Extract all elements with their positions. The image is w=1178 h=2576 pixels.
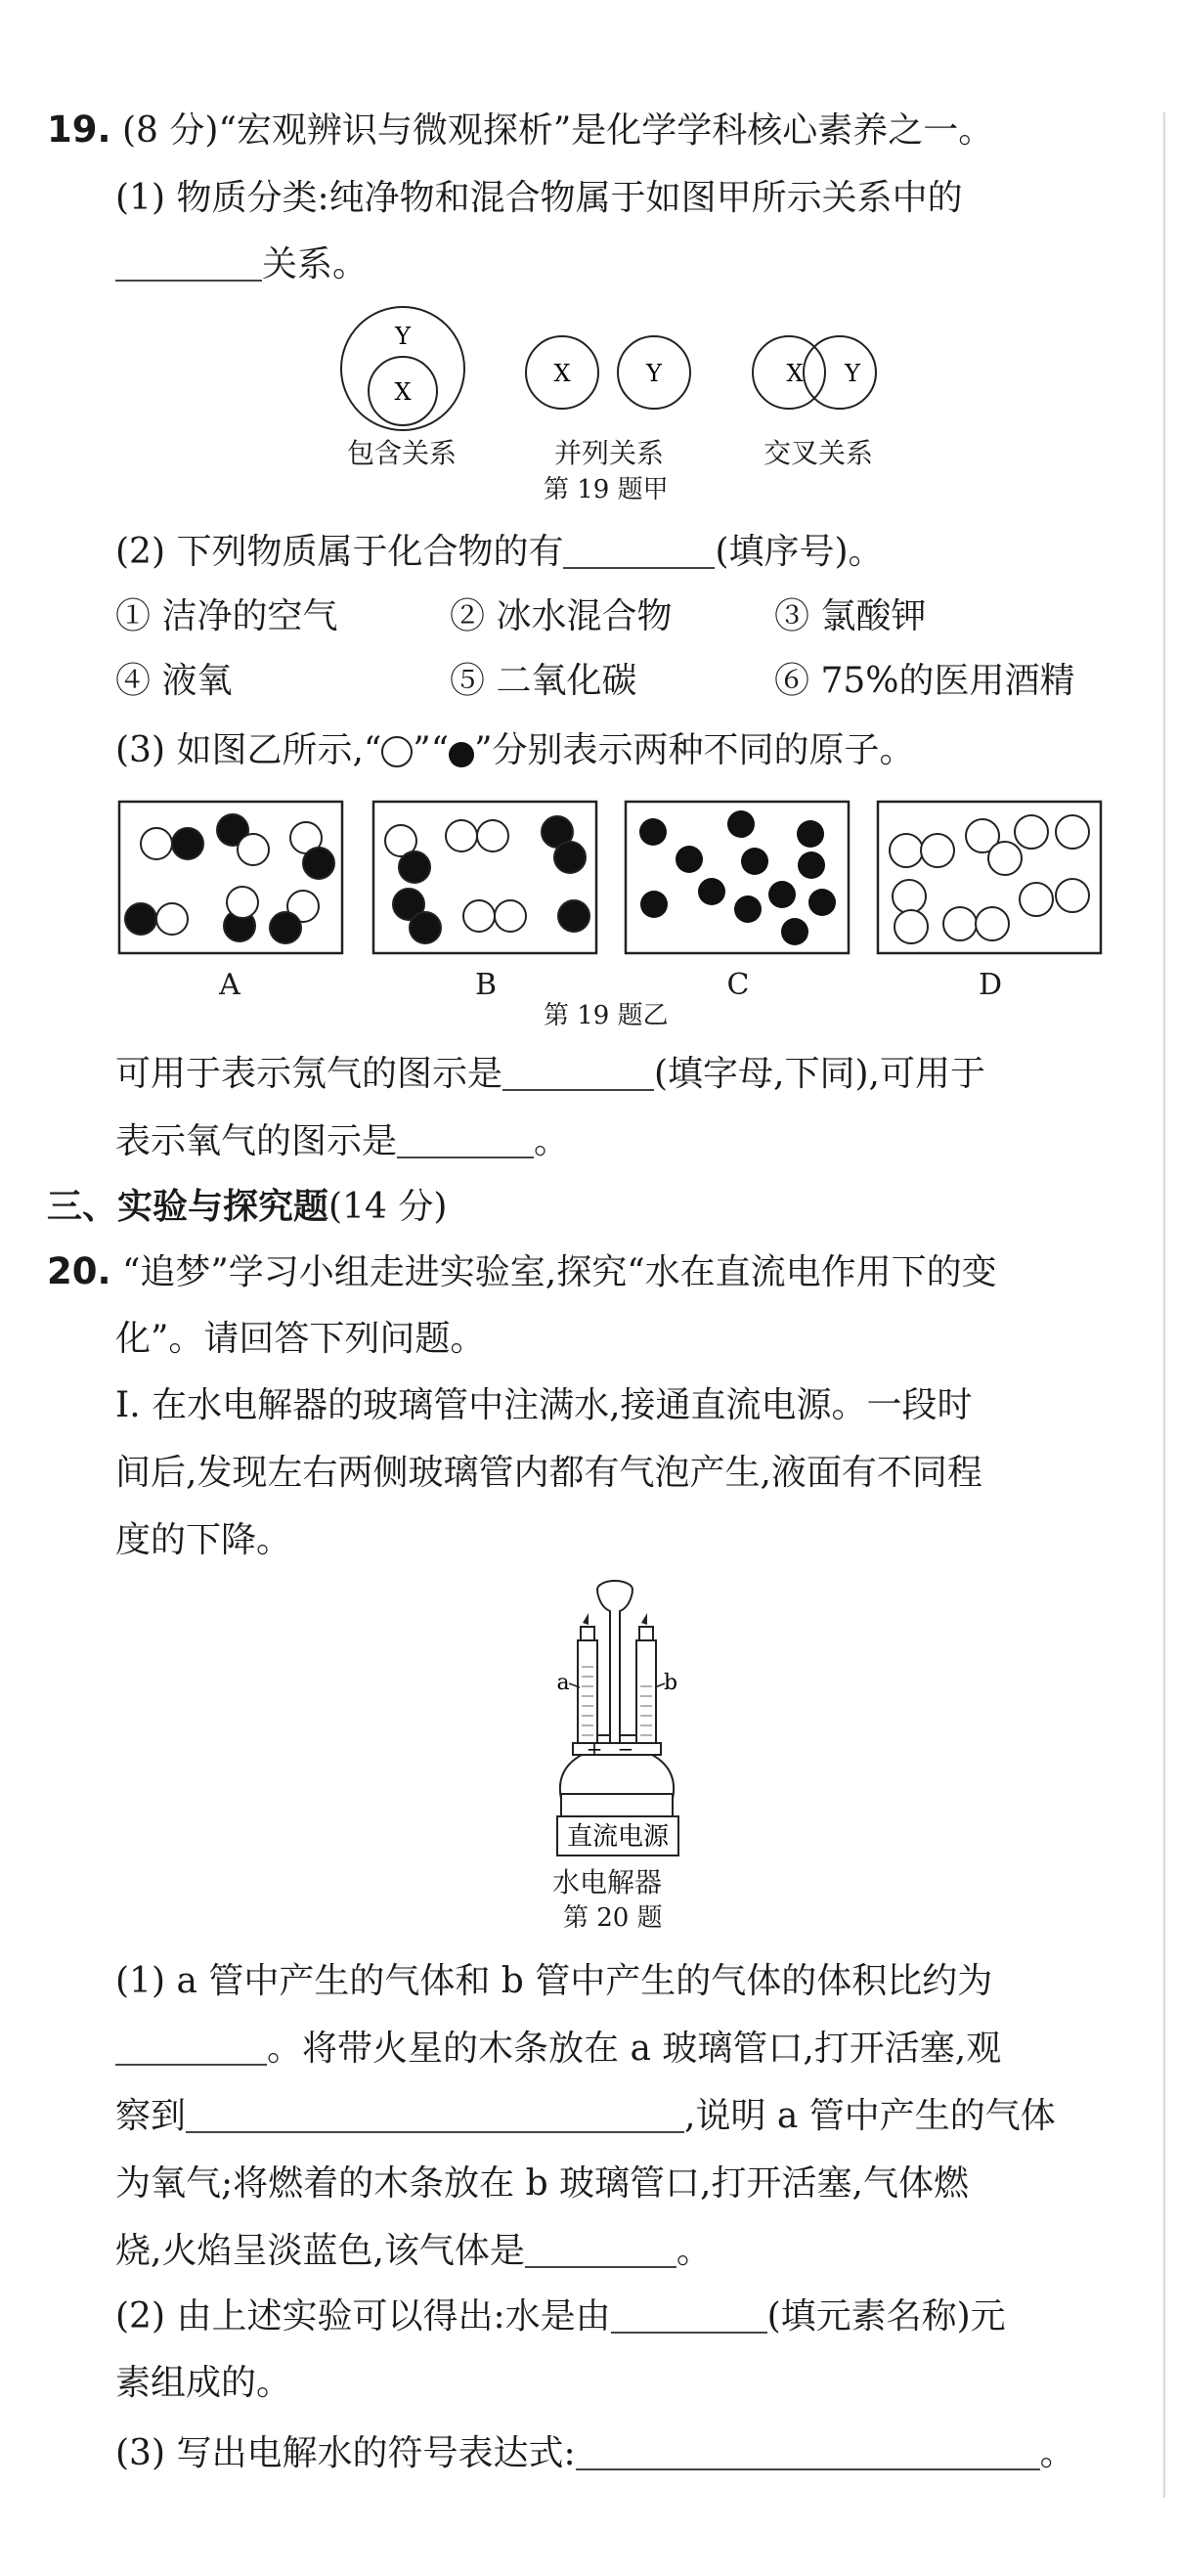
q20-q1-line4: 为氧气;将燃着的木条放在 b 玻璃管口,打开活塞,气体燃 xyxy=(115,2163,969,2204)
venn-parallel-y: Y xyxy=(646,360,662,387)
option-4: ④ 液氧 xyxy=(115,661,233,701)
venn-diagrams xyxy=(323,303,909,440)
option-5: ⑤ 二氧化碳 xyxy=(450,661,637,701)
battery-body xyxy=(561,1794,673,1817)
venn-parallel-x: X xyxy=(553,360,571,387)
q20-q3-line: (3) 写出电解水的符号表达式: 。 xyxy=(115,2433,1075,2473)
tube-a xyxy=(578,1640,597,1743)
answer-blank[interactable] xyxy=(525,2231,676,2268)
minus-sign: − xyxy=(617,1737,634,1761)
venn-intersect-label: 交叉关系 xyxy=(764,437,874,469)
q19-number: 19. xyxy=(47,109,111,151)
margin-line xyxy=(1163,112,1165,2498)
power-supply-label: 直流电源 xyxy=(566,1822,670,1852)
q19-p1-line2: 关系。 xyxy=(115,240,368,289)
tube-b-valve xyxy=(639,1627,653,1640)
answer-blank[interactable] xyxy=(576,2433,1040,2470)
wire-right xyxy=(652,1755,674,1799)
q20-line1: 20. “追梦”学习小组走进实验室,探究“水在直流电作用下的变 xyxy=(47,1250,997,1292)
box-c-particles xyxy=(639,810,836,945)
electrolyzer-figure xyxy=(528,1574,723,1877)
option-6: ⑥ 75%的医用酒精 xyxy=(774,661,1075,701)
venn-intersect-right xyxy=(804,336,876,409)
section3-title: 三、实验与探究题 xyxy=(47,1187,329,1227)
label-b: b xyxy=(663,1671,678,1695)
box-label-b: B xyxy=(474,968,498,1002)
figure20-caption: 第 20 题 xyxy=(563,1903,663,1933)
q19-intro: (8 分)“宏观辨识与微观探析”是化学学科核心素养之一。 xyxy=(122,110,994,151)
q20-q1-line3: 察到 ,说明 a 管中产生的气体 xyxy=(115,2096,1056,2136)
q20-q1-line5: 烧,火焰呈淡蓝色,该气体是 。 xyxy=(115,2231,712,2271)
wire-left xyxy=(560,1755,582,1799)
box-label-a: A xyxy=(219,968,240,1002)
tube-a-valve xyxy=(581,1627,594,1640)
section3-heading xyxy=(47,1183,447,1232)
venn-include-x: X xyxy=(394,378,412,406)
venn-include-y: Y xyxy=(395,323,411,350)
box-b-particles xyxy=(385,816,589,943)
tube-b xyxy=(636,1640,656,1743)
venn-include-label: 包含关系 xyxy=(347,437,458,469)
q19-p3-line: (3) 如图乙所示,“ ”“ ”分别表示两种不同的原子。 xyxy=(115,730,915,770)
box-a-particles xyxy=(125,814,334,943)
q20-number: 20. xyxy=(47,1250,111,1292)
q20-line2: 化”。请回答下列问题。 xyxy=(115,1319,486,1359)
answer-blank[interactable] xyxy=(186,2096,684,2133)
box-label-c: C xyxy=(726,968,750,1002)
plus-sign: + xyxy=(586,1737,603,1761)
q19-intro-line xyxy=(47,106,993,155)
q20-q1-line2: 。将带火星的木条放在 a 玻璃管口,打开活塞,观 xyxy=(115,2025,1001,2074)
q19-p3-q-line2: 表示氧气的图示是 。 xyxy=(115,1121,570,1161)
box-label-d: D xyxy=(978,968,1003,1002)
venn-parallel-label: 并列关系 xyxy=(554,437,665,469)
answer-blank[interactable] xyxy=(397,1121,534,1158)
venn-intersect-x: X xyxy=(786,360,804,387)
answer-blank[interactable] xyxy=(611,2296,767,2334)
q19-p1-line1: (1) 物质分类:纯净物和混合物属于如图甲所示关系中的 xyxy=(115,178,963,218)
q20-s1-line3: 度的下降。 xyxy=(115,1520,292,1560)
q20-q2-line1: (2) 由上述实验可以得出:水是由 (填元素名称)元 xyxy=(115,2296,1006,2336)
q20-q1-line1: (1) a 管中产生的气体和 b 管中产生的气体的体积比约为 xyxy=(115,1961,993,2001)
tube-b-tip xyxy=(641,1613,647,1625)
option-2: ② 冰水混合物 xyxy=(450,596,673,636)
q20-s1-line1: Ⅰ. 在水电解器的玻璃管中注满水,接通直流电源。一段时 xyxy=(115,1385,973,1425)
option-1: ① 洁净的空气 xyxy=(115,596,338,636)
venn-intersect-y: Y xyxy=(845,360,860,387)
q20-s1-line2: 间后,发现左右两侧玻璃管内都有气泡产生,液面有不同程 xyxy=(115,1453,982,1493)
tube-a-tip xyxy=(583,1613,589,1625)
answer-blank[interactable] xyxy=(502,1054,654,1091)
black-atom-icon xyxy=(449,742,474,767)
q19-p2-line: (2) 下列物质属于化合物的有 (填序号)。 xyxy=(115,532,884,572)
option-3: ③ 氯酸钾 xyxy=(774,596,927,636)
answer-blank[interactable] xyxy=(115,244,262,282)
funnel xyxy=(597,1592,633,1745)
box-d-particles xyxy=(890,815,1089,943)
boxes-caption: 第 19 题乙 xyxy=(544,1001,669,1030)
white-atom-icon xyxy=(381,736,413,767)
device-label: 水电解器 xyxy=(552,1866,663,1899)
q19-p3-q-line1: 可用于表示氖气的图示是 (填字母,下同),可用于 xyxy=(115,1054,985,1094)
venn-caption: 第 19 题甲 xyxy=(544,475,669,504)
q20-q2-line2: 素组成的。 xyxy=(115,2363,292,2403)
label-a: a xyxy=(556,1671,570,1695)
answer-blank[interactable] xyxy=(563,532,715,569)
section3-score: (14 分) xyxy=(328,1187,448,1227)
molecule-boxes xyxy=(117,797,1105,958)
answer-blank[interactable] xyxy=(115,2029,267,2066)
